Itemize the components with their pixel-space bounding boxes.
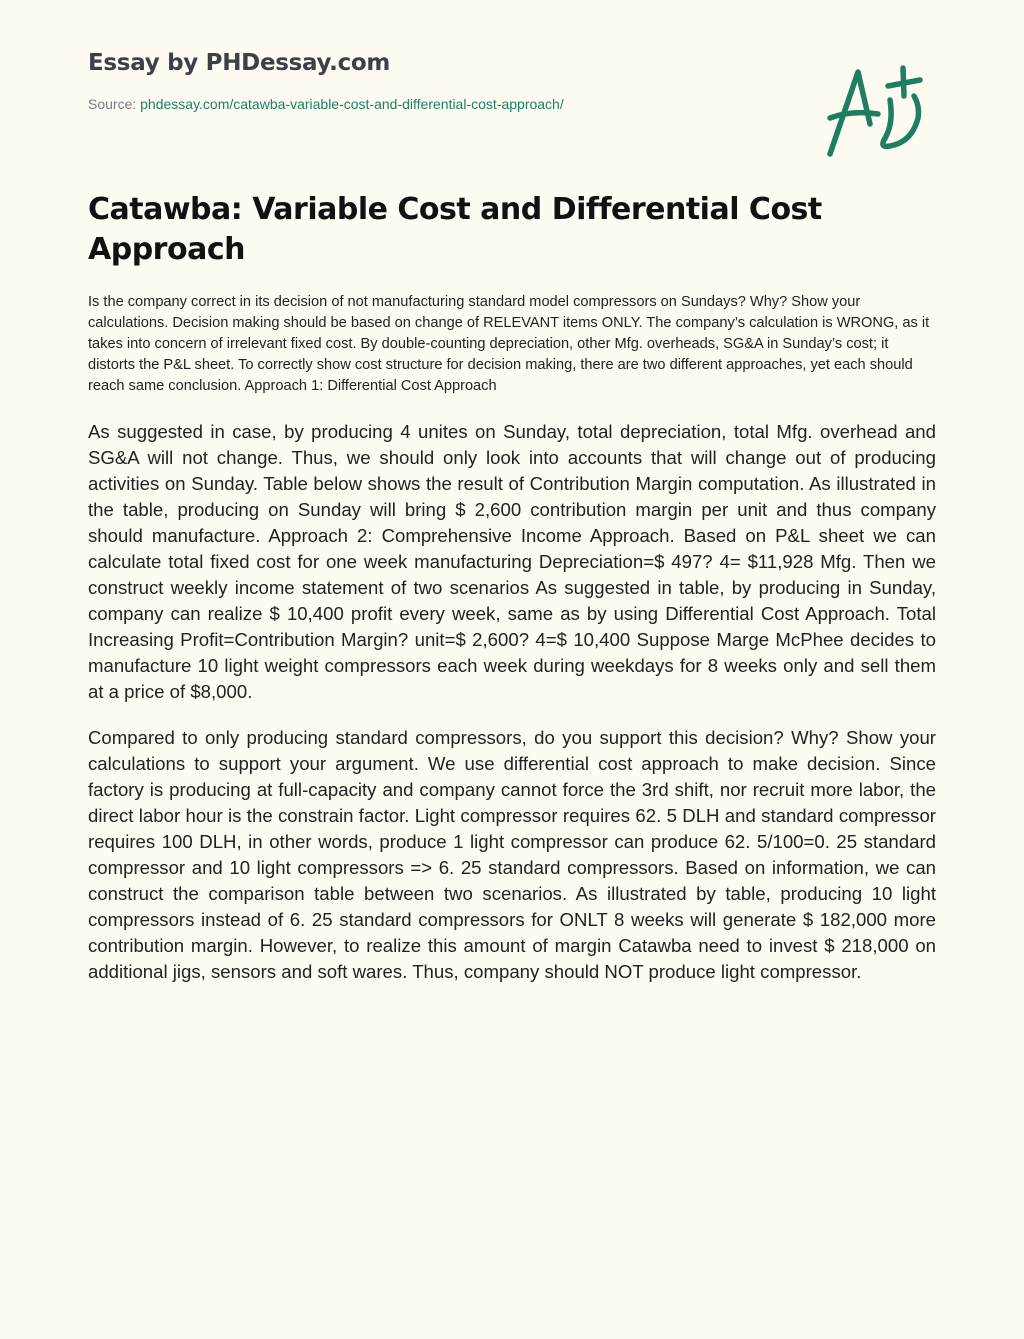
site-header: [88, 50, 564, 112]
site-brand: Essay by PHDessay.com: [88, 50, 391, 76]
source-link[interactable]: phdessay.com/catawba-variable-cost-and-differential-cost-approach/: [140, 96, 564, 112]
essay-title: Catawba: Variable Cost and Differential Cost Approach: [88, 192, 822, 267]
essay-paragraph: As suggested in case, by producing 4 unites on Sunday, total depreciation, total Mfg. overhead and SG&A will not change. Thus, we should only look into accounts that will change out of producing activities on Sunday. Table below shows the result of Contribution Margin computation. As illustrated in the table, producing on Sunday will bring $ 2,600 contribution margin per unit and thus company should manufacture. Approach 2: Comprehensive Income Approach. Based on P&L sheet we can calculate total fixed cost for one week manufacturing Depreciation=$ 497? 4= $11,928 Mfg. Then we construct weekly income statement of two scenarios As suggested in table, by producing in Sunday, company can realize $ 10,400 profit every week, same as by using Differential Cost Approach. Total Increasing Profit=Contribution Margin? unit=$ 2,600? 4=$ 10,400 Suppose Marge McPhee decides to manufacture 10 light weight compressors each week during weekdays for 8 weeks only and sell them at a price of $8,000.: [88, 421, 936, 702]
essay-intro: Is the company correct in its decision of not manufacturing standard model compressors on Sundays? Why? Show your calculations. Decision making should be based on change of RELEVANT items ONLY. The company’s calculation is WRONG, as it takes into concern of irrelevant fixed cost. By double-counting depreciation, other Mfg. overheads, SG&A in Sunday’s cost; it distorts the P&L sheet. To correctly show cost structure for decision making, there are two different approaches, yet each should reach same conclusion. Approach 1: Differential Cost Approach: [88, 294, 930, 394]
source-label: Source:: [88, 96, 141, 112]
a-plus-grade-icon: [820, 62, 935, 162]
essay-body: [88, 292, 936, 1005]
source-line: [88, 96, 564, 112]
essay-paragraph: Compared to only producing standard compressors, do you support this decision? Why? Show your calculations to support your argument. We use differential cost approach to make decision. Since factory is producing at full-capacity and company cannot force the 3rd shift, nor recruit more labor, the direct labor hour is the constrain factor. Light compressor requires 62. 5 DLH and standard compressor requires 100 DLH, in other words, produce 1 light compressor can produce 62. 5/100=0. 25 standard compressor and 10 light compressors => 6. 25 standard compressors. Based on information, we can construct the comparison table between two scenarios. As illustrated by table, producing 10 light compressors instead of 6. 25 standard compressors for ONLT 8 weeks will generate $ 182,000 more contribution margin. However, to realize this amount of margin Catawba need to invest $ 218,000 on additional jigs, sensors and soft wares. Thus, company should NOT produce light compressor.: [88, 727, 936, 982]
